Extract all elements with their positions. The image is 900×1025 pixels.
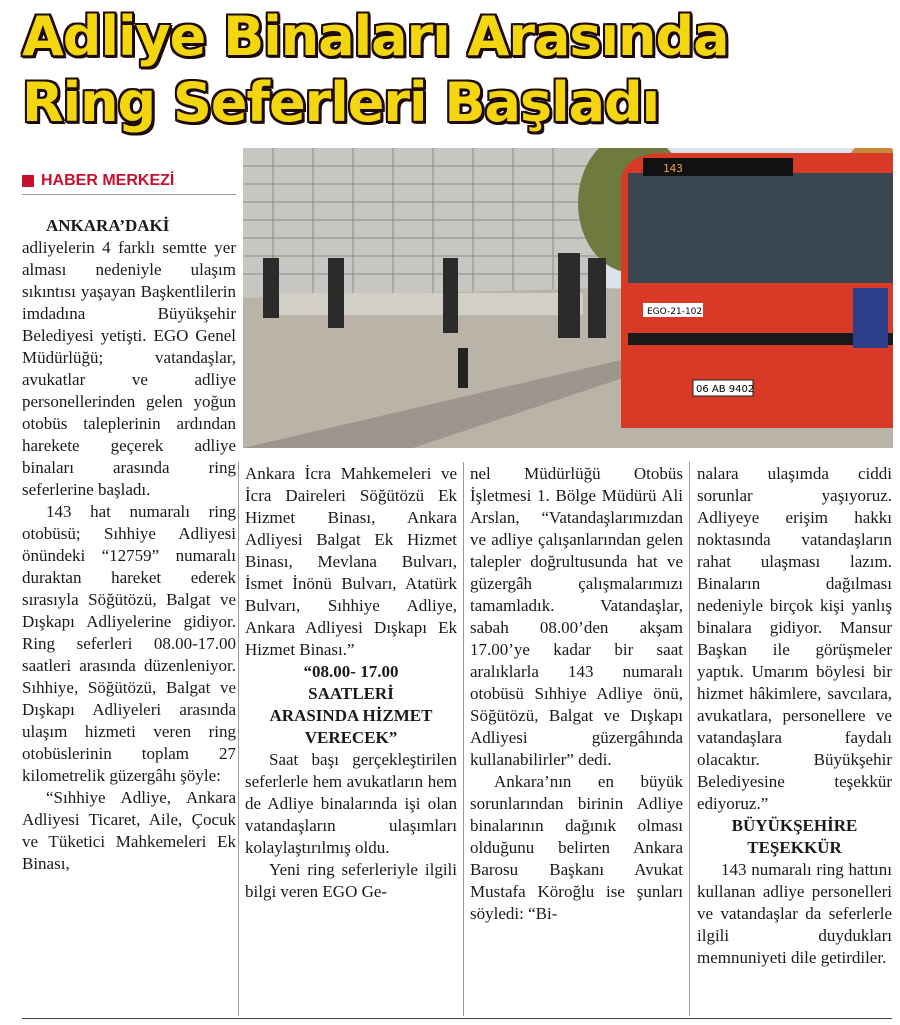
lead-word: ANKARA’DAKİ — [46, 216, 170, 235]
subheading-line: VERECEK” — [304, 728, 398, 747]
paragraph: ANKARA’DAKİ adliyelerin 4 farklı semtte yer alması nedeniyle ulaşım sıkıntısı yaşayan Başkentlilerin imdadına Büyükşehir Belediyesi yetişti. EGO Genel Müdürlüğü; vatandaşlar, avukatlar ve adliye personellerinden gelen yoğun otobüs taleplerinin ardından harekete geçerek adliye binaları arasında ring seferlerine başladı. — [22, 216, 236, 499]
bollard — [458, 348, 468, 388]
paragraph: “Sıhhiye Adliye, Ankara Adliyesi Ticaret, Aile, Çocuk ve Tüketici Mahkemeleri Ek Binası, — [22, 788, 236, 873]
article-column-1 — [22, 215, 236, 875]
barrier — [263, 293, 583, 315]
subheading-line: BÜYÜKŞEHİRE — [731, 816, 858, 835]
subheading-line: ARASINDA HİZMET — [269, 706, 433, 725]
paragraph: nalara ulaşımda ciddi sorunlar yaşıyoruz. Adliyeye erişim hakkı noktasında vatandaşların rahat ulaşması lazım. Binaların dağılması nedeniyle birçok kişi yanlış binalara gidiyor. Mansur Başkan ile görüşmeler yaptık. Umarım böylesi bir hizmet hâkimlere, savcılara, avukatlara, personellere ve vatandaşlara faydalı olacaktır. Büyükşehir Belediyesine teşekkür ediyoruz.” — [697, 464, 892, 813]
paragraph: nel Müdürlüğü Otobüs İşletmesi 1. Bölge Müdürü Ali Arslan, “Vatandaşlarımızdan ve adliye çalışanlarından gelen talepler doğrultusunda hat ve güzergâh çalışmalarımızı tamamladık. Vatandaşlar, sabah 08.00’den akşam 17.00’ye kadar bir saat aralıklarla 143 numaralı otobüsü Sıhhiye Adliye önü, Söğütözü, Balgat ve Dışkapı Adliyesi güzergâhında kullanabilirler” dedi. — [470, 464, 683, 769]
bus-windshield — [628, 173, 893, 283]
license-plate-text: 06 AB 9402 — [696, 384, 755, 395]
article-column-3 — [470, 463, 683, 925]
byline-text: HABER MERKEZİ — [41, 172, 175, 189]
headline-line-1: Adliye Binaları Arasında — [22, 5, 729, 68]
headline-line-2: Ring Seferleri Başladı — [22, 71, 660, 134]
column-divider — [689, 462, 690, 1016]
bus-side-sticker — [853, 288, 888, 348]
article-column-4 — [697, 463, 892, 969]
column-divider — [463, 462, 464, 1016]
column-divider — [238, 462, 239, 1016]
paragraph: Ankara’nın en büyük sorunlarından birinin Adliye binalarının dağınık olması olduğunu belirten Ankara Barosu Başkanı Avukat Mustafa Köroğlu ise şunları söyledi: “Bi- — [470, 772, 683, 923]
byline-square-icon — [22, 175, 34, 187]
subheading-line: SAATLERİ — [308, 684, 394, 703]
byline-rule — [22, 194, 236, 195]
paragraph: Yeni ring seferleriyle ilgili bilgi veren EGO Ge- — [245, 860, 457, 901]
headline — [22, 4, 762, 136]
byline — [22, 170, 174, 192]
bus-photo — [243, 148, 893, 448]
bottom-rule — [22, 1018, 892, 1019]
paragraph: 143 numaralı ring hattını kullanan adliye personelleri ve vatandaşlar da seferlerle ilgili duydukları memnuniyeti dile getirdiler. — [697, 860, 892, 967]
bus-destination-sign: 143 — [663, 162, 683, 175]
courthouse-building — [243, 148, 603, 298]
bus-fleet-number: EGO-21-102 — [647, 307, 703, 317]
article-column-2 — [245, 463, 457, 903]
subheading-line: TEŞEKKÜR — [747, 838, 842, 857]
paragraph: Saat başı gerçekleştirilen seferlerle hem avukatların hem de Adliye binalarında işi olan vatandaşların ulaşımları kolaylaştırılmış oldu. — [245, 750, 457, 857]
subheading-line: “08.00- 17.00 — [303, 662, 399, 681]
paragraph: 143 hat numaralı ring otobüsü; Sıhhiye Adliyesi önündeki “12759” numaralı duraktan hareket ederek sırasıyla Söğütözü, Balgat ve Dışkapı Adliyelerine gidiyor. Ring seferleri 08.00-17.00 saatleri arasında düzenleniyor. Sıhhiye, Söğütözü, Balgat ve Dışkapı Adliyeleri arasında ulaşım hizmeti veren ring otobüslerinin toplam 27 kilometrelik güzergâhı şöyle: — [22, 502, 236, 785]
paragraph: Ankara İcra Mahkemeleri ve İcra Daireleri Söğütözü Ek Hizmet Binası, Ankara Adliyesi Balgat Ek Hizmet Binası, Mevlana Bulvarı, İsmet İnönü Bulvarı, Atatürk Bulvarı, Sıhhiye Adliye, Ankara Adliyesi Dışkapı Ek Hizmet Binası.” — [245, 464, 457, 659]
